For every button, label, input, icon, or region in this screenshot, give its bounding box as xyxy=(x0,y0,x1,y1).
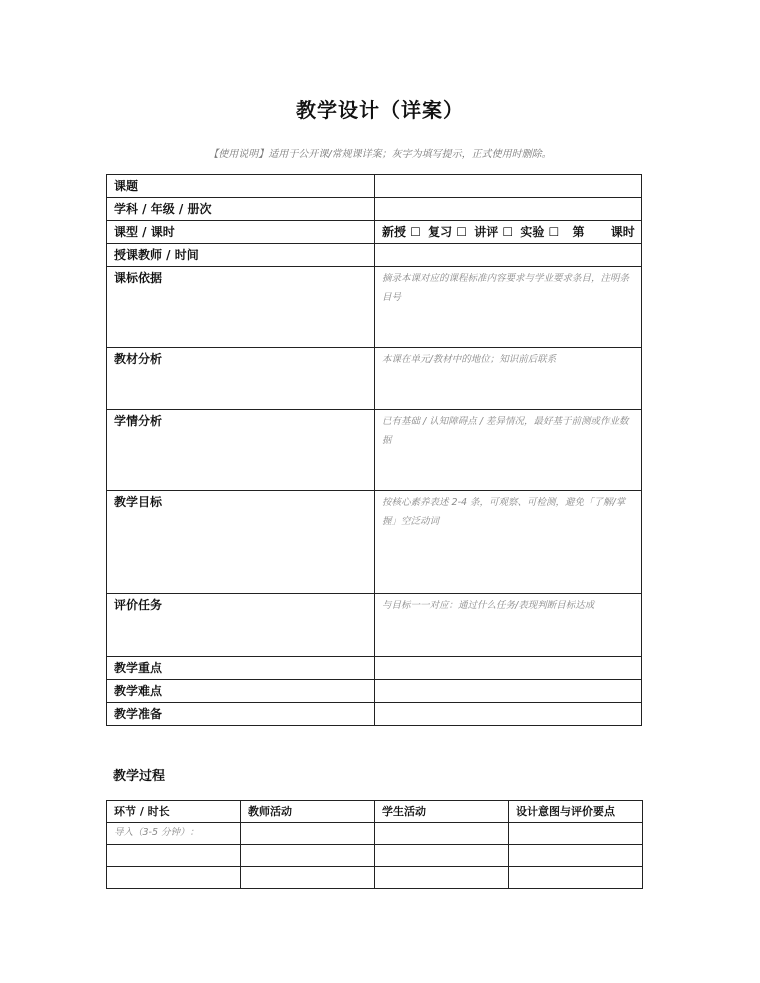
label-topic: 课题 xyxy=(107,175,375,198)
cell-design-intent[interactable] xyxy=(509,823,643,845)
process-table xyxy=(106,800,643,889)
lesson-info-table xyxy=(106,174,642,726)
table-row xyxy=(107,594,642,657)
cell-design-intent[interactable] xyxy=(509,845,643,867)
label-teaching-goals: 教学目标 xyxy=(107,491,375,594)
option-review[interactable]: 复习 ☐ xyxy=(428,225,468,239)
label-learner-analysis: 学情分析 xyxy=(107,410,375,491)
label-assessment-tasks: 评价任务 xyxy=(107,594,375,657)
usage-note: 【使用说明】适用于公开课/常规课详案；灰字为填写提示，正式使用时删除。 xyxy=(208,149,552,160)
cell-student-activity[interactable] xyxy=(375,823,509,845)
label-textbook-analysis: 教材分析 xyxy=(107,348,375,410)
section-heading-process: 教学过程 xyxy=(113,769,166,784)
label-preparation: 教学准备 xyxy=(107,703,375,726)
cell-stage[interactable] xyxy=(107,867,241,889)
table-row xyxy=(107,491,642,594)
value-lesson-type[interactable] xyxy=(375,221,642,244)
table-row xyxy=(107,823,643,845)
option-new[interactable]: 新授 ☐ xyxy=(382,225,421,239)
period-suffix: 课时 xyxy=(610,225,635,239)
hint-learner-analysis[interactable]: 已有基础 / 认知障碍点 / 差异情况，最好基于前测或作业数据 xyxy=(375,410,642,491)
table-row xyxy=(107,845,643,867)
value-preparation[interactable] xyxy=(375,703,642,726)
cell-student-activity[interactable] xyxy=(375,867,509,889)
label-teacher-time: 授课教师 / 时间 xyxy=(107,244,375,267)
option-lecture-review[interactable]: 讲评 ☐ xyxy=(474,225,514,239)
period-prefix: 第 xyxy=(572,225,585,239)
value-topic[interactable] xyxy=(375,175,642,198)
table-row xyxy=(107,703,642,726)
table-row xyxy=(107,244,642,267)
value-teacher-time[interactable] xyxy=(375,244,642,267)
col-header-stage: 环节 / 时长 xyxy=(107,801,241,823)
option-experiment[interactable]: 实验 ☐ xyxy=(520,225,560,239)
table-row xyxy=(107,867,643,889)
table-row xyxy=(107,680,642,703)
table-row xyxy=(107,348,642,410)
value-key-points[interactable] xyxy=(375,657,642,680)
hint-textbook-analysis[interactable]: 本课在单元/教材中的地位；知识前后联系 xyxy=(375,348,642,410)
cell-teacher-activity[interactable] xyxy=(241,823,375,845)
col-header-design-intent: 设计意图与评价要点 xyxy=(509,801,643,823)
table-row xyxy=(107,267,642,348)
hint-curriculum-basis[interactable]: 摘录本课对应的课程标准内容要求与学业要求条目，注明条目号 xyxy=(375,267,642,348)
cell-stage[interactable] xyxy=(107,845,241,867)
value-subject-grade[interactable] xyxy=(375,198,642,221)
label-difficult-points: 教学难点 xyxy=(107,680,375,703)
hint-teaching-goals[interactable]: 按核心素养表述 2-4 条，可观察、可检测，避免「了解/掌握」空泛动词 xyxy=(375,491,642,594)
table-row xyxy=(107,221,642,244)
value-difficult-points[interactable] xyxy=(375,680,642,703)
col-header-teacher-activity: 教师活动 xyxy=(241,801,375,823)
col-header-student-activity: 学生活动 xyxy=(375,801,509,823)
label-subject-grade: 学科 / 年级 / 册次 xyxy=(107,198,375,221)
table-row xyxy=(107,657,642,680)
cell-teacher-activity[interactable] xyxy=(241,845,375,867)
label-curriculum-basis: 课标依据 xyxy=(107,267,375,348)
page-title: 教学设计（详案） xyxy=(296,98,464,122)
label-lesson-type: 课型 / 课时 xyxy=(107,221,375,244)
cell-teacher-activity[interactable] xyxy=(241,867,375,889)
table-header-row xyxy=(107,801,643,823)
table-row xyxy=(107,410,642,491)
table-row xyxy=(107,198,642,221)
cell-intro-stage[interactable]: 导入（3-5 分钟）： xyxy=(107,823,241,845)
table-row xyxy=(107,175,642,198)
label-key-points: 教学重点 xyxy=(107,657,375,680)
cell-design-intent[interactable] xyxy=(509,867,643,889)
cell-student-activity[interactable] xyxy=(375,845,509,867)
hint-assessment-tasks[interactable]: 与目标一一对应：通过什么任务/表现判断目标达成 xyxy=(375,594,642,657)
